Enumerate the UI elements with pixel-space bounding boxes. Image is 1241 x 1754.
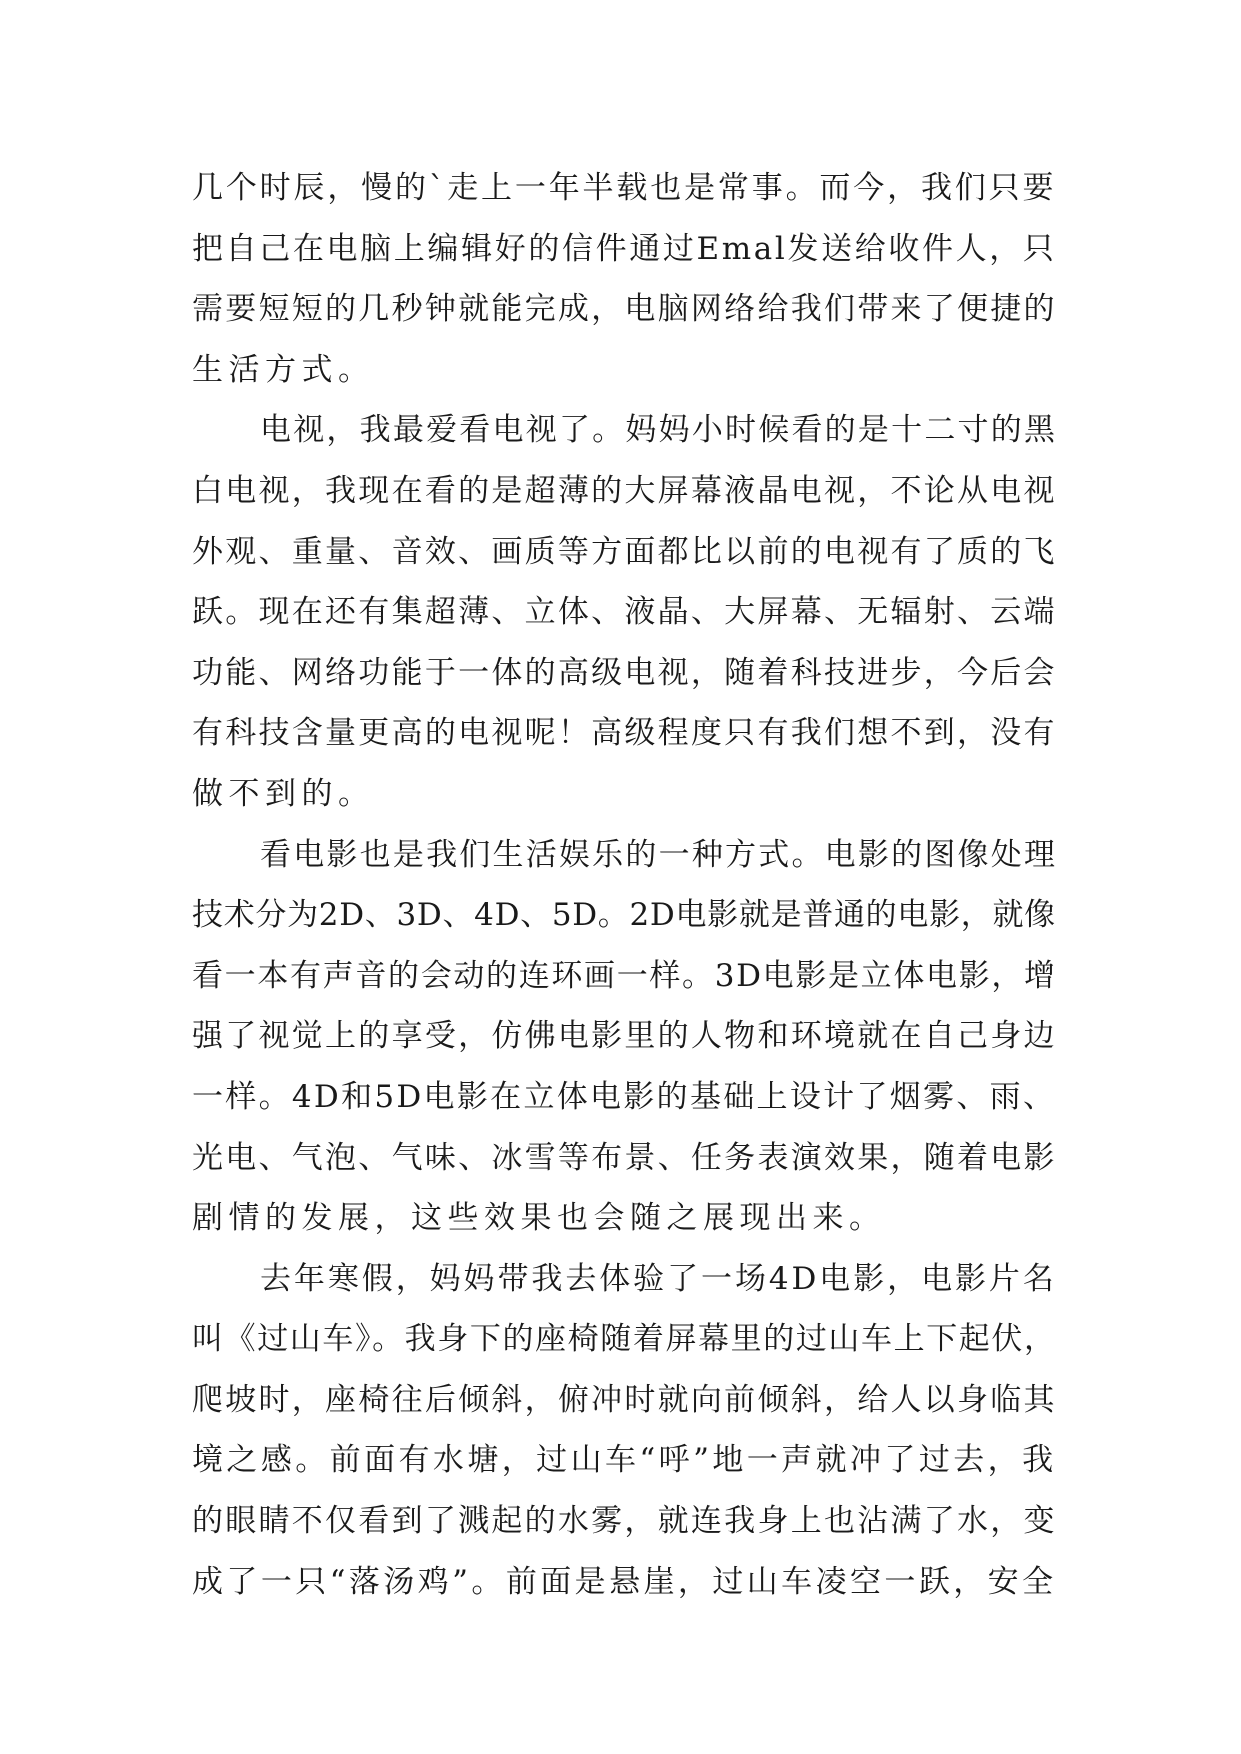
text-line: 白电视，我现在看的是超薄的大屏幕液晶电视，不论从电视 [192,472,1057,509]
text-line: 跃。现在还有集超薄、立体、液晶、大屏幕、无辐射、云端 [192,594,1057,631]
text-line: 叫《过山车》。我身下的座椅随着屏幕里的过山车上下起伏， [192,1321,1057,1358]
text-line: 做不到的。 [192,775,375,812]
text-line: 境之感。前面有水塘，过山车“呼”地一声就冲了过去，我 [192,1442,1057,1479]
text-line: 把自己在电脑上编辑好的信件通过Emal发送给收件人，只 [192,230,1057,267]
text-line: 技术分为2D、3D、4D、5D。2D电影就是普通的电影，就像 [192,897,1056,934]
paragraph-first-line: 去年寒假，妈妈带我去体验了一场4D电影，电影片名 [260,1260,1057,1297]
text-line: 一样。4D和5D电影在立体电影的基础上设计了烟雾、雨、 [192,1078,1057,1115]
text-line: 功能、网络功能于一体的高级电视，随着科技进步，今后会 [192,654,1057,691]
text-line: 几个时辰，慢的`走上一年半载也是常事。而今，我们只要 [192,170,1057,206]
text-line: 外观、重量、音效、画质等方面都比以前的电视有了质的飞 [192,533,1057,570]
text-line: 的眼睛不仅看到了溅起的水雾，就连我身上也沾满了水，变 [192,1503,1057,1540]
text-line: 看一本有声音的会动的连环画一样。3D电影是立体电影，增 [192,957,1057,994]
text-line: 爬坡时，座椅往后倾斜，俯冲时就向前倾斜，给人以身临其 [192,1381,1057,1418]
text-line: 需要短短的几秒钟就能完成，电脑网络给我们带来了便捷的 [192,291,1057,328]
text-line: 成了一只“落汤鸡”。前面是悬崖，过山车凌空一跃，安全 [192,1563,1057,1600]
text-line: 生活方式。 [192,351,375,388]
paragraph-first-line: 看电影也是我们生活娱乐的一种方式。电影的图像处理 [260,836,1058,873]
text-line: 强了视觉上的享受，仿佛电影里的人物和环境就在自己身边 [192,1018,1057,1055]
body-text [192,158,1062,1612]
text-line: 光电、气泡、气味、冰雪等布景、任务表演效果，随着电影 [192,1139,1057,1176]
paragraph-first-line: 电视，我最爱看电视了。妈妈小时候看的是十二寸的黑 [260,412,1058,449]
text-line: 剧情的发展，这些效果也会随之展现出来。 [192,1200,886,1237]
text-line: 有科技含量更高的电视呢！高级程度只有我们想不到，没有 [192,715,1057,752]
